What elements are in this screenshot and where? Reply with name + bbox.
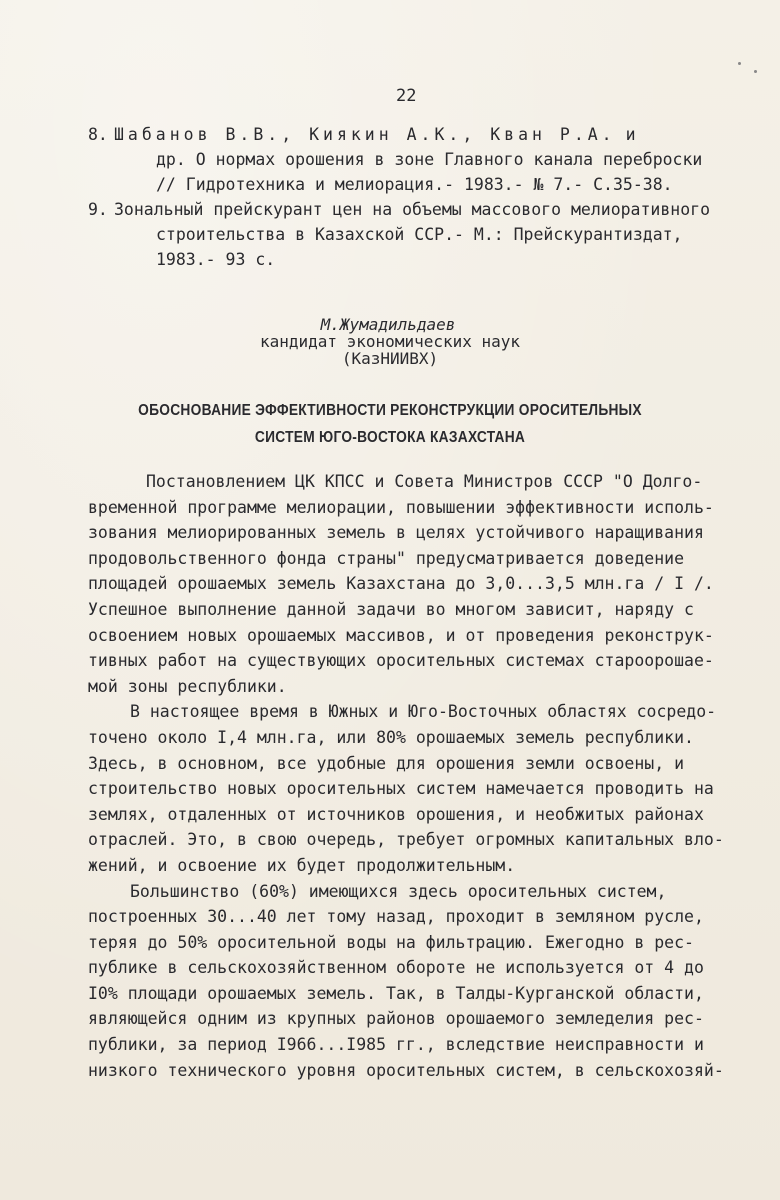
body-line: публике в сельскохозяйственном обороте не используется от 4 до xyxy=(88,958,704,978)
author-institution: (КазНИИВХ) xyxy=(341,349,439,368)
reference-authors: Шабанов В.В., Киякин А.К., Кван Р.А. xyxy=(114,125,616,144)
reference-line xyxy=(88,122,748,147)
body-line: землях, отдаленных от источников орошения, и необжитых районах xyxy=(88,804,704,824)
body-line: низкого технического уровня оросительных систем, в сельскохозяй- xyxy=(88,1060,724,1080)
body-line: I0% площади орошаемых земель. Так, в Талды-Курганской области, xyxy=(88,983,704,1003)
reference-line: // Гидротехника и мелиорация.- 1983.- № 7.- С.35-38. xyxy=(156,175,673,194)
body-line: публики, за период I966...I985 гг., вследствие неисправности и xyxy=(88,1035,704,1055)
title-line: ОБОСНОВАНИЕ ЭФФЕКТИВНОСТИ РЕКОНСТРУКЦИИ ОРОСИТЕЛЬНЫХ xyxy=(138,402,642,419)
body-line: являющейся одним из крупных районов орошаемого земледелия рес- xyxy=(88,1009,704,1029)
body-line: площадей орошаемых земель Казахстана до 3,0...3,5 млн.га / I /. xyxy=(88,574,714,594)
paper-speck xyxy=(738,62,741,65)
paragraph xyxy=(88,879,748,1084)
body-line: Успешное выполнение данной задачи во многом зависит, наряду с xyxy=(88,599,694,619)
body-line: Большинство (60%) имеющихся здесь оросительных систем, xyxy=(130,881,667,901)
reference-number: 9. xyxy=(88,200,108,219)
body-line: продовольственного фонда страны" предусматривается доведение xyxy=(88,548,685,568)
paper-speck xyxy=(754,70,757,73)
body-line: освоением новых орошаемых массивов, и от проведения реконструк- xyxy=(88,625,714,645)
body-line: мой зоны республики. xyxy=(88,676,287,696)
reference-text: и xyxy=(625,125,636,144)
body-line: отраслей. Это, в свою очередь, требует огромных капитальных вло- xyxy=(88,830,724,850)
article-title xyxy=(55,397,726,451)
body-line: точено около I,4 млн.га, или 80% орошаемых земель республики. xyxy=(88,727,694,747)
body-line: Здесь, в основном, все удобные для орошения земли освоены, и xyxy=(88,753,685,773)
author-degree: кандидат экономических наук xyxy=(259,332,521,351)
reference-item xyxy=(88,197,748,272)
reference-line: 1983.- 93 с. xyxy=(156,250,276,269)
title-line: СИСТЕМ ЮГО-ВОСТОКА КАЗАХСТАНА xyxy=(254,429,526,446)
body-line: жений, и освоение их будет продолжительным. xyxy=(88,855,516,875)
reference-number: 8. xyxy=(88,125,108,144)
body-line: В настоящее время в Южных и Юго-Восточных областях сосредо- xyxy=(130,702,717,722)
reference-line: Зональный прейскурант цен на объемы массового мелиоративного xyxy=(114,200,711,219)
reference-item xyxy=(88,122,748,197)
reference-list xyxy=(88,122,748,272)
body-line: тивных работ на существующих оросительных системах староорошае- xyxy=(88,651,714,671)
article-body xyxy=(88,469,748,1083)
author-name: М.Жумадильдаев xyxy=(320,315,456,334)
paragraph xyxy=(88,699,748,878)
reference-line: др. О нормах орошения в зоне Главного канала переброски xyxy=(156,150,703,169)
body-line: зования мелиорированных земель в целях устойчивого наращивания xyxy=(88,523,704,543)
body-line: временной программе мелиорации, повышении эффективности исполь- xyxy=(88,497,714,517)
body-line: строительство новых оросительных систем намечается проводить на xyxy=(88,779,714,799)
author-block xyxy=(0,316,780,367)
reference-line: строительства в Казахской ССР.- М.: Прейскурантиздат, xyxy=(156,225,683,244)
page-number: 22 xyxy=(396,86,417,106)
body-line: теряя до 50% оросительной воды на фильтрацию. Ежегодно в рес- xyxy=(88,932,694,952)
paragraph xyxy=(88,469,748,699)
body-line: Постановлением ЦК КПСС и Совета Министров СССР "О Долго- xyxy=(146,472,703,491)
body-line: построенных 30...40 лет тому назад, проходит в земляном русле, xyxy=(88,907,704,927)
